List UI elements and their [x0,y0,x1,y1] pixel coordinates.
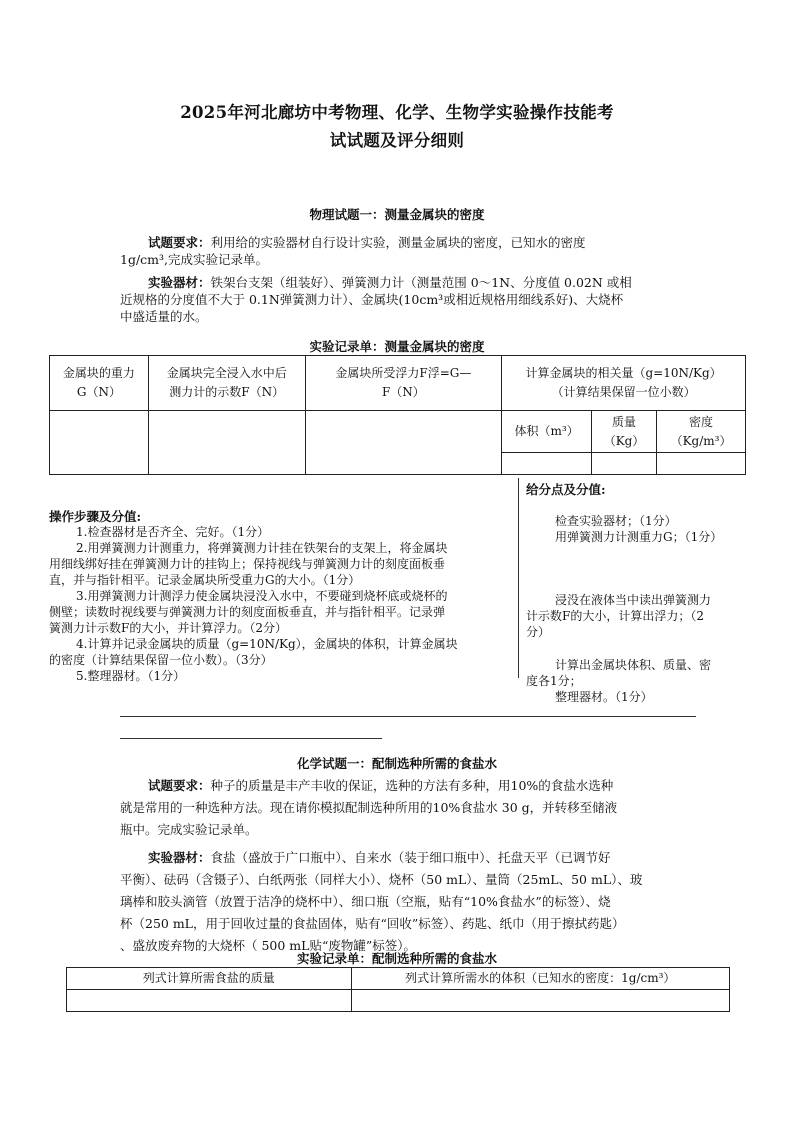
chemistry-record-table [66,967,730,1012]
col-reading-header: 金属块完全浸入水中后 测力计的示数F（N） [148,356,305,411]
step-4-line2: 的密度（计算结果保留一位小数）。（3分） [49,653,273,667]
physics-table-header-row [50,356,746,411]
chem-equip-line4: 杯（250 mL，用于回收过量的食盐固体，贴有“回收”标签）、药匙、纸巾（用于擦拭药匙） [120,916,625,931]
physics-equip-label: 实验器材： [148,275,211,290]
physics-table-sub-row [50,411,746,453]
chemistry-table-title: 实验记录单：配制选种所需的食盐水 [296,951,497,966]
score-label: 给分点及分值: [526,482,606,497]
step-1: 1.检查器材是否齐全、完好。（1分） [76,525,270,539]
physics-heading: 物理试题一：测量金属块的密度 [309,207,485,222]
col-weight-header: 金属块的重力 G（N） [50,356,149,411]
cell-density-value[interactable] [657,453,746,475]
col-calc-header: 计算金属块的相关量（g=10N/Kg） （计算结果保留一位小数） [502,356,746,411]
step-3-line1: 3.用弹簧测力计测浮力使金属块浸没入水中，不要碰到烧杯底或烧杯的 [76,589,448,603]
document-title-line1: 2025年河北廊坊中考物理、化学、生物学实验操作技能考 [180,103,614,122]
physics-equipment [148,274,768,291]
physics-equip-line1: 铁架台支架（组装好）、弹簧测力计（测量范围 0～1N、分度值 0.02N 或相 [210,275,632,290]
chem-req-line3: 瓶中。完成实验记录单。 [120,822,258,837]
sub-mass-header: 质量 （Kg） [592,411,657,453]
chem-req-label: 试题要求： [148,778,211,793]
chem-req-line2: 就是常用的一种选种方法。现在请你模拟配制选种所用的10%食盐水 30 g，并转移至储液 [120,800,618,815]
chem-equip-line1: 食盐（盛放于广口瓶中）、自来水（装于细口瓶中）、托盘天平（已调节好 [210,850,611,865]
chem-table-value-row [67,990,730,1012]
sub-density-header: 密度 （Kg/m³） [657,411,746,453]
cell-salt-mass-value[interactable] [67,990,352,1012]
chemistry-equipment [120,847,780,957]
col-salt-mass-header: 列式计算所需食盐的质量 [67,968,352,990]
score-2: 用弹簧测力计测重力G；（1分） [555,530,723,544]
physics-equip-line2: 近规格的分度值不大于 0.1N弹簧测力计）、金属块(10cm³或相近规格用细线系好)、大烧杯 [120,292,624,307]
col-buoyancy-header: 金属块所受浮力F浮=G— F（N） [305,356,502,411]
chem-equip-line5: 、盛放废弃物的大烧杯（ 500 mL贴“废物罐”标签）。 [120,938,416,953]
chemistry-requirement [120,775,780,841]
step-3-line2: 侧壁；读数时视线要与弹簧测力计的刻度面板垂直，并与指针相平。记录弹 [49,605,446,619]
col-water-volume-header: 列式计算所需水的体积（已知水的密度：1g/cm³） [351,968,729,990]
score-3: 浸没在液体当中读出弹簧测力 计示数F的大小，计算出浮力；（2 分） [526,593,712,639]
score-1: 检查实验器材；（1分） [555,514,677,528]
cell-mass-value[interactable] [592,453,657,475]
chem-table-header-row [67,968,730,990]
cell-water-volume-value[interactable] [351,990,729,1012]
step-4-line1: 4.计算并记录金属块的质量（g=10N/Kg），金属块的体积，计算金属块 [76,637,458,651]
step-2-line1: 2.用弹簧测力计测重力，将弹簧测力计挂在铁架台的支架上，将金属块 [76,541,448,555]
chemistry-heading: 化学试题一：配制选种所需的食盐水 [296,756,497,771]
step-2-line3: 直，并与指针相平。记录金属块所受重力G的大小。（1分） [49,573,361,587]
physics-req-line1: 利用给的实验器材自行设计实验，测量金属块的密度，已知水的密度 [210,235,586,250]
chem-equip-line2: 平衡）、砝码（含镊子）、白纸两张（同样大小）、烧杯（50 mL）、量筒（25mL、50 mL）、玻 [120,872,643,887]
chem-equip-label: 实验器材： [148,850,211,865]
physics-table-title: 实验记录单：测量金属块的密度 [309,339,485,354]
physics-equip-line3: 中盛适量的水。 [120,309,208,324]
sub-volume-header: 体积（m³） [502,411,592,453]
score-5: 整理器材。（1分） [555,690,653,704]
physics-req-label: 试题要求： [148,235,211,250]
cell-weight-value[interactable] [50,411,149,475]
cell-volume-value[interactable] [502,453,592,475]
cell-buoyancy-value[interactable] [305,411,502,475]
steps-list [49,524,519,684]
step-2-line2: 用细线绑好挂在弹簧测力计的挂钩上；保持视线与弹簧测力计的刻度面板垂 [49,557,446,571]
separator-line-2 [120,738,382,739]
physics-requirement [148,234,768,251]
cell-reading-value[interactable] [148,411,305,475]
document-title-line2: 试试题及评分细则 [329,131,465,150]
step-5: 5.整理器材。（1分） [76,669,186,683]
chem-req-line1: 种子的质量是丰产丰收的保证，选种的方法有多种，用10%的食盐水选种 [210,778,614,793]
chem-equip-line3: 璃棒和胶头滴管（放置于洁净的烧杯中）、细口瓶（空瓶，贴有“10%食盐水”的标签）、烧 [120,894,611,909]
score-4: 计算出金属块体积、质量、密 度各1分； [526,658,712,688]
physics-req-line2: 1g/cm³,完成实验记录单。 [120,252,269,267]
step-3-line3: 簧测力计示数F的大小，并计算浮力。（2分） [49,621,287,635]
physics-record-table [49,355,746,475]
steps-label: 操作步骤及分值: [49,509,142,524]
separator-line-1 [120,716,696,717]
